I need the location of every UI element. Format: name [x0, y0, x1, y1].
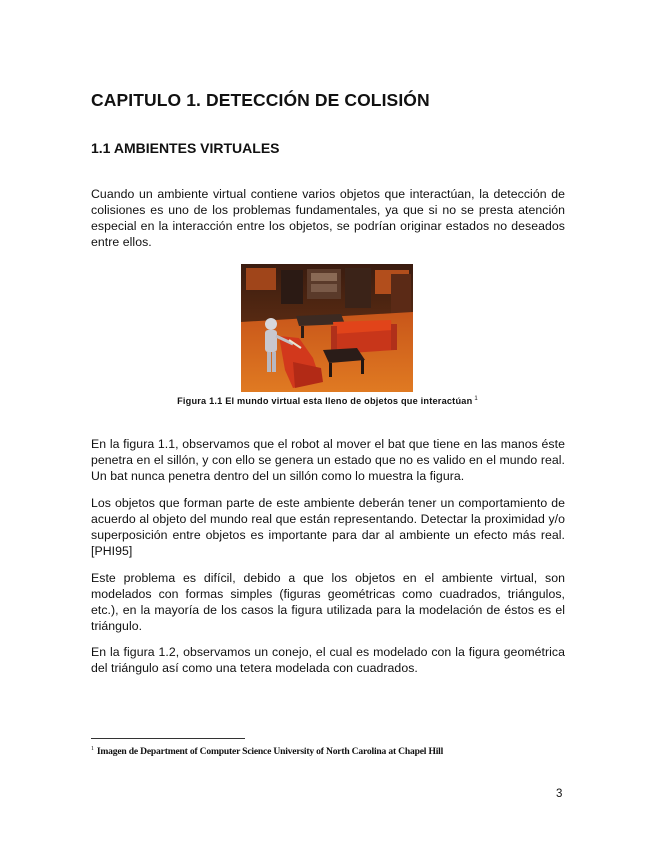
chapter-title: CAPITULO 1. DETECCIÓN DE COLISIÓN	[91, 90, 430, 110]
paragraph-4: Este problema es difícil, debido a que los objetos en el ambiente virtual, son modelados con formas simples (figuras geométricas como cuadrados, triángulos, etc.), en la mayoría de los casos la figura utilizada para la modelación de éstos es el triángulo.	[91, 571, 565, 633]
figure-caption	[0, 396, 655, 406]
paragraph-2: En la figura 1.1, observamos que el robot al mover el bat que tiene en las manos éste penetra en el sillón, y con ello se genera un estado que no es valido en el mundo real. Un bat nunca penetra dentro del un sillón como lo muestra la figura.	[91, 437, 565, 483]
figure-caption-text: Figura 1.1 El mundo virtual esta lleno de objetos que interactúan	[177, 396, 473, 407]
footnote-text: Imagen de Department of Computer Science University of North Carolina at Chapel Hill	[96, 746, 444, 758]
virtual-room-render	[241, 264, 413, 392]
footnote-divider	[91, 738, 245, 739]
figure-footnote-ref: 1	[474, 396, 478, 402]
paragraph-5: En la figura 1.2, observamos un conejo, el cual es modelado con la figura geométrica del triángulo así como una tetera modelada con cuadrados.	[91, 645, 565, 675]
paragraph-3: Los objetos que forman parte de este ambiente deberán tener un comportamiento de acuerdo al objeto del mundo real que están representando. Detectar la proximidad y/o superposición entre objetos es importante para dar al ambiente un efecto más real. [PHI95]	[91, 496, 565, 558]
figure-virtual-world-image	[241, 264, 413, 392]
footnote-number: 1	[91, 746, 94, 752]
paragraph-1: Cuando un ambiente virtual contiene varios objetos que interactúan, la detección de colisiones es uno de los problemas fundamentales, ya que si no se presta atención especial en la interacción entre los objetos, se podrían originar estados no deseados entre ellos.	[91, 187, 565, 249]
page-number: 3	[556, 788, 563, 800]
footnote	[91, 746, 443, 757]
section-title: 1.1 AMBIENTES VIRTUALES	[91, 140, 280, 156]
